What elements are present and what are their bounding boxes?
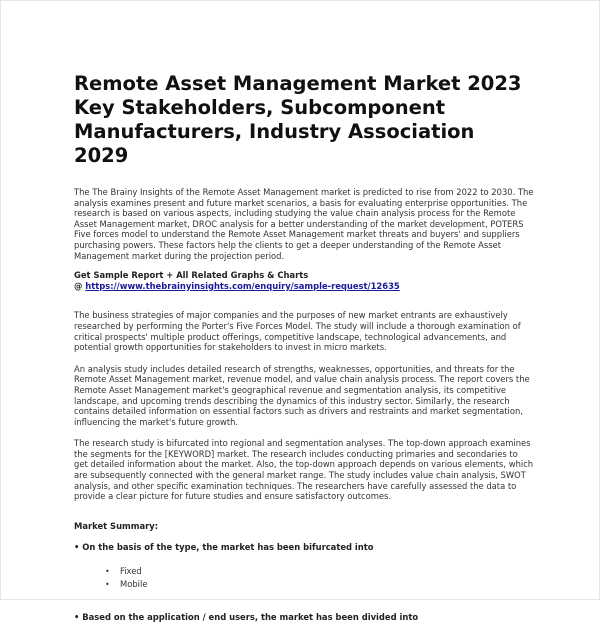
list-item [105,578,534,591]
sample-report-line [74,281,534,292]
bullet-icon: • [105,567,110,577]
sample-report-label: Get Sample Report + All Related Graphs & Charts [74,270,309,281]
strategy-paragraph: The business strategies of major companies and the purposes of new market entrants are exhaustively researched by performing the Porter's Five Forces Model. The study will include a thorough examination of critical prospects' multiple product offerings, competitive landscape, technological advancements, and potential growth opportunities for stakeholders to invest in micro markets. [74,310,521,353]
analysis-paragraph: An analysis study includes detailed research of strengths, weaknesses, opportunities, and threats for the Remote Asset Management market, revenue model, and value chain analysis process. The report covers the Remote Asset Management market's geographical revenue and segmentation analysis, its competitive landscape, and upcoming trends describing the dynamics of this industry sector. Similarly, the research contains detailed information on essential factors such as drivers and restraints and market segmentation, influencing the market's future growth. [74,363,530,427]
page-title: Remote Asset Management Market 2023 Key Stakeholders, Subcomponent Manufacturers, Industry Association 2029 [74,72,522,167]
market-summary-heading: Market Summary: [74,520,159,531]
sample-report-block [74,270,534,291]
bullet-icon: • [105,580,110,590]
application-segment-heading: • Based on the application / end users, the market has been divided into [74,612,419,623]
type-list [74,565,534,591]
sample-link-prefix: @ [74,280,86,291]
sample-report-link[interactable]: https://www.thebrainyinsights.com/enquiry/sample-request/12635 [85,280,400,291]
type-segment-heading: • On the basis of the type, the market has been bifurcated into [74,542,374,553]
list-item [105,565,534,578]
list-item-label: Fixed [120,566,142,577]
article-content [74,72,534,623]
intro-paragraph: The The Brainy Insights of the Remote Asset Management market is predicted to rise from 2022 to 2030. The analysis examines present and future market scenarios, a basis for evaluating enterprise opportunities. The research is based on various aspects, including studying the value chain analysis process for the Remote Asset Management market, DROC analysis for a better understanding of the market development, POTERS Five forces model to understand the Remote Asset Management market threats and buyers' and suppliers purchasing powers. These factors help the clients to get a deeper understanding of the Remote Asset Management market during the projection period. [74,187,534,261]
list-item-label: Mobile [120,579,148,590]
research-paragraph: The research study is bifurcated into regional and segmentation analyses. The top-down approach examines the segments for the [KEYWORD] market. The research includes conducting primaries and secondaries to get detailed information about the market. Also, the top-down approach depends on various elements, which are subsequently connected with the general market range. The study includes value chain analysis, SWOT analysis, and other specific examination techniques. The researchers have carefully assessed the data to provide a clear picture for future studies and ensure satisfactory outcomes. [74,438,534,502]
